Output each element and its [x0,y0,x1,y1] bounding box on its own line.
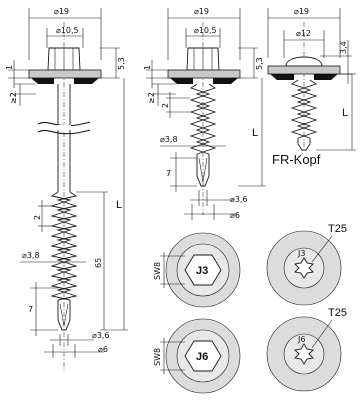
washer [168,70,240,78]
hex-diameter-label: ⌀10,5 [56,26,79,35]
shank-diameter-label: ⌀3,8 [160,135,178,144]
torx-head-marking: J6 [298,335,306,344]
length-label: L [252,127,259,139]
screw-3-fr-head [268,7,356,167]
washer-thickness-label: 1 [143,64,152,70]
head-diameter-label: ⌀19 [54,7,69,16]
head-height-label: 5,3 [117,57,126,70]
torx-drive-label: T25 [328,223,347,235]
drill-diameter-label: ⌀6 [230,211,240,220]
hex-head-marking: J3 [196,265,209,277]
drill-diameter-label: ⌀6 [98,345,108,354]
thread-length-label: 65 [94,257,103,268]
screw-1-long [5,7,128,372]
hex-diameter-label: ⌀10,5 [194,26,217,35]
seal [31,78,54,84]
point-length-label: 7 [166,169,172,178]
washer-thickness-label: 1 [5,64,14,70]
tip-diameter-label: ⌀3,6 [230,195,248,204]
hex-head-marking: J6 [196,351,209,363]
head-height-label: 5,3 [255,57,264,70]
pitch-label: 2 [33,214,42,220]
hex-top-view-2 [153,319,240,393]
wrench-size-label: SW8 [153,347,162,366]
gap-label: ≥2 [147,92,156,104]
torx-drive-label: T25 [328,307,347,319]
length-label: L [116,199,123,211]
shank-diameter-label: ⌀3,8 [22,251,40,260]
head-diameter-label: ⌀19 [194,7,209,16]
torx-head-marking: J3 [298,249,306,258]
pitch-label: 2 [161,102,170,108]
hex-top-view-1 [153,233,240,307]
point-length-label: 7 [28,305,34,314]
torx-top-view-1 [267,223,347,305]
fr-kopf-label: FR-Kopf [272,152,321,167]
washer [268,66,340,74]
torx-top-view-2 [267,307,347,391]
washer [29,70,101,78]
gap-label: ≥2 [9,92,18,104]
cap-diameter-label: ⌀12 [296,29,311,38]
tip-diameter-label: ⌀3,6 [92,331,110,340]
wrench-size-label: SW8 [153,261,162,280]
length-label: L [342,107,349,119]
head-diameter-label: ⌀19 [294,7,309,16]
cap-height-label: 3,4 [339,41,348,54]
screw-2-short [143,7,266,220]
